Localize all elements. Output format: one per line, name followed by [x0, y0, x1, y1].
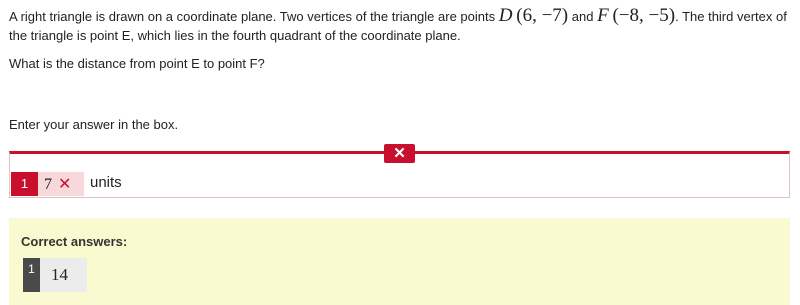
entered-value: 7 — [44, 176, 52, 193]
question-intro: A right triangle is drawn on a coordinate plane. Two vertices of the triangle are points — [9, 9, 499, 24]
point-d-label: D — [498, 5, 513, 26]
wrong-answer-icon: ✕ — [58, 174, 72, 193]
correct-answers-title: Correct answers: — [21, 234, 128, 249]
question-text — [9, 6, 793, 45]
correct-slot-number: 1 — [23, 258, 40, 292]
units-label: units — [90, 174, 122, 191]
and-word: and — [568, 9, 598, 24]
point-d — [499, 5, 568, 26]
incorrect-icon: ✕ — [384, 144, 415, 163]
correct-answers-panel — [9, 218, 790, 305]
point-d-coords: (6, −7) — [516, 5, 569, 26]
answer-slot-number: 1 — [11, 172, 38, 196]
point-f — [597, 5, 675, 26]
correct-answer-value: 14 — [40, 258, 87, 292]
point-f-coords: (−8, −5) — [612, 5, 676, 26]
answer-input[interactable] — [38, 172, 84, 196]
question-ask: What is the distance from point E to point F? — [9, 56, 265, 71]
question-continuation: . The third vertex of the triangle is point E, which lies in the fourth quadrant of the coordinate plane. — [9, 9, 787, 43]
answer-prompt: Enter your answer in the box. — [9, 117, 179, 132]
point-f-label: F — [597, 5, 609, 26]
